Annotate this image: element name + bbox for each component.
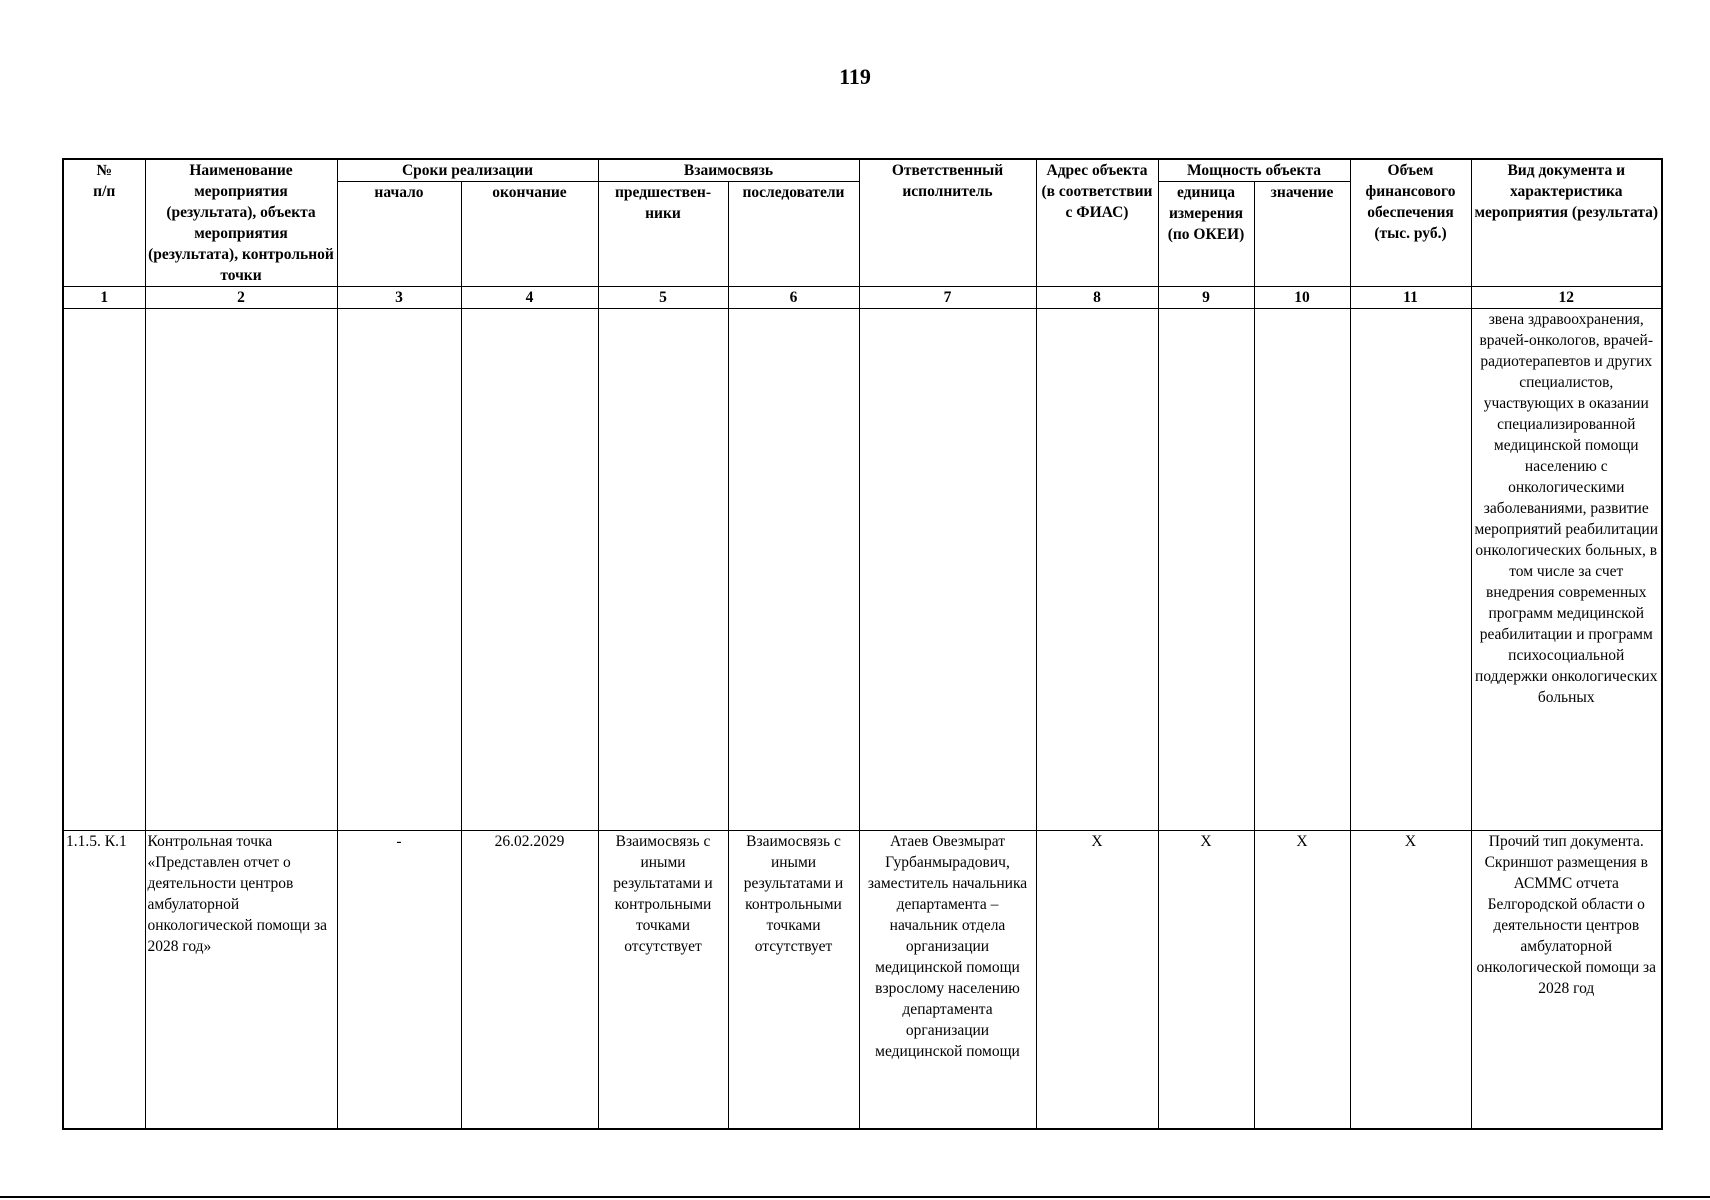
cell-finance: Х	[1350, 831, 1471, 1130]
cell-end: 26.02.2029	[461, 831, 598, 1130]
cell-successors	[728, 309, 859, 831]
header-end: окончание	[461, 182, 598, 287]
cell-address: Х	[1036, 831, 1158, 1130]
header-terms-group: Сроки реализации	[337, 159, 598, 182]
header-unit: единица измерения (по ОКЕИ)	[1158, 182, 1254, 287]
header-address: Адрес объекта (в соответствии с ФИАС)	[1036, 159, 1158, 287]
header-finance: Объем финансового обеспечения (тыс. руб.)	[1350, 159, 1471, 287]
cell-value: Х	[1254, 831, 1350, 1130]
cell-unit: Х	[1158, 831, 1254, 1130]
column-number: 1	[63, 287, 145, 309]
header-capacity-group: Мощность объекта	[1158, 159, 1350, 182]
column-number: 6	[728, 287, 859, 309]
column-number: 2	[145, 287, 337, 309]
header-successors: последователи	[728, 182, 859, 287]
column-number: 7	[859, 287, 1036, 309]
header-row-1	[63, 159, 1662, 182]
cell-finance	[1350, 309, 1471, 831]
activities-table	[62, 158, 1663, 1130]
cell-num	[63, 309, 145, 831]
cell-start	[337, 309, 461, 831]
column-number: 11	[1350, 287, 1471, 309]
header-start: начало	[337, 182, 461, 287]
cell-end	[461, 309, 598, 831]
header-predecessors: предшествен-ники	[598, 182, 728, 287]
cell-document: звена здравоохранения, врачей-онкологов, врачей-радиотерапевтов и других специалистов, участвующих в оказании специализированной медицинской помощи населению с онкологическими заболеваниями, развитие мероприятий реабилитации онкологических больных, в том числе за счет внедрения современных программ медицинской реабилитации и программ психосоциальной поддержки онкологических больных	[1471, 309, 1662, 831]
cell-successors: Взаимосвязь с иными результатами и контрольными точками отсутствует	[728, 831, 859, 1130]
column-number: 8	[1036, 287, 1158, 309]
column-number: 12	[1471, 287, 1662, 309]
column-number: 10	[1254, 287, 1350, 309]
header-name: Наименование мероприятия (результата), объекта мероприятия (результата), контрольной точки	[145, 159, 337, 287]
column-numbers-row	[63, 287, 1662, 309]
header-link-group: Взаимосвязь	[598, 159, 859, 182]
column-number: 9	[1158, 287, 1254, 309]
table-row	[63, 831, 1662, 1130]
cell-value	[1254, 309, 1350, 831]
header-num: № п/п	[63, 159, 145, 287]
cell-unit	[1158, 309, 1254, 831]
cell-document: Прочий тип документа. Скриншот размещения в АСММС отчета Белгородской области о деятельности центров амбулаторной онкологической помощи за 2028 год	[1471, 831, 1662, 1130]
cell-start: -	[337, 831, 461, 1130]
column-number: 5	[598, 287, 728, 309]
table-row	[63, 309, 1662, 831]
cell-predecessors: Взаимосвязь с иными результатами и контрольными точками отсутствует	[598, 831, 728, 1130]
cell-responsible: Атаев Овезмырат Гурбанмырадович, заместитель начальника департамента – начальник отдела организации медицинской помощи взрослому населению департамента организации медицинской помощи	[859, 831, 1036, 1130]
header-value: значение	[1254, 182, 1350, 287]
page-bottom-edge	[0, 1196, 1710, 1198]
cell-name: Контрольная точка «Представлен отчет о деятельности центров амбулаторной онкологической помощи за 2028 год»	[145, 831, 337, 1130]
page-number: 119	[839, 64, 871, 89]
cell-address	[1036, 309, 1158, 831]
header-document: Вид документа и характеристика мероприятия (результата)	[1471, 159, 1662, 287]
column-number: 4	[461, 287, 598, 309]
cell-predecessors	[598, 309, 728, 831]
cell-num: 1.1.5. К.1	[63, 831, 145, 1130]
cell-name	[145, 309, 337, 831]
header-responsible: Ответственный исполнитель	[859, 159, 1036, 287]
cell-responsible	[859, 309, 1036, 831]
column-number: 3	[337, 287, 461, 309]
